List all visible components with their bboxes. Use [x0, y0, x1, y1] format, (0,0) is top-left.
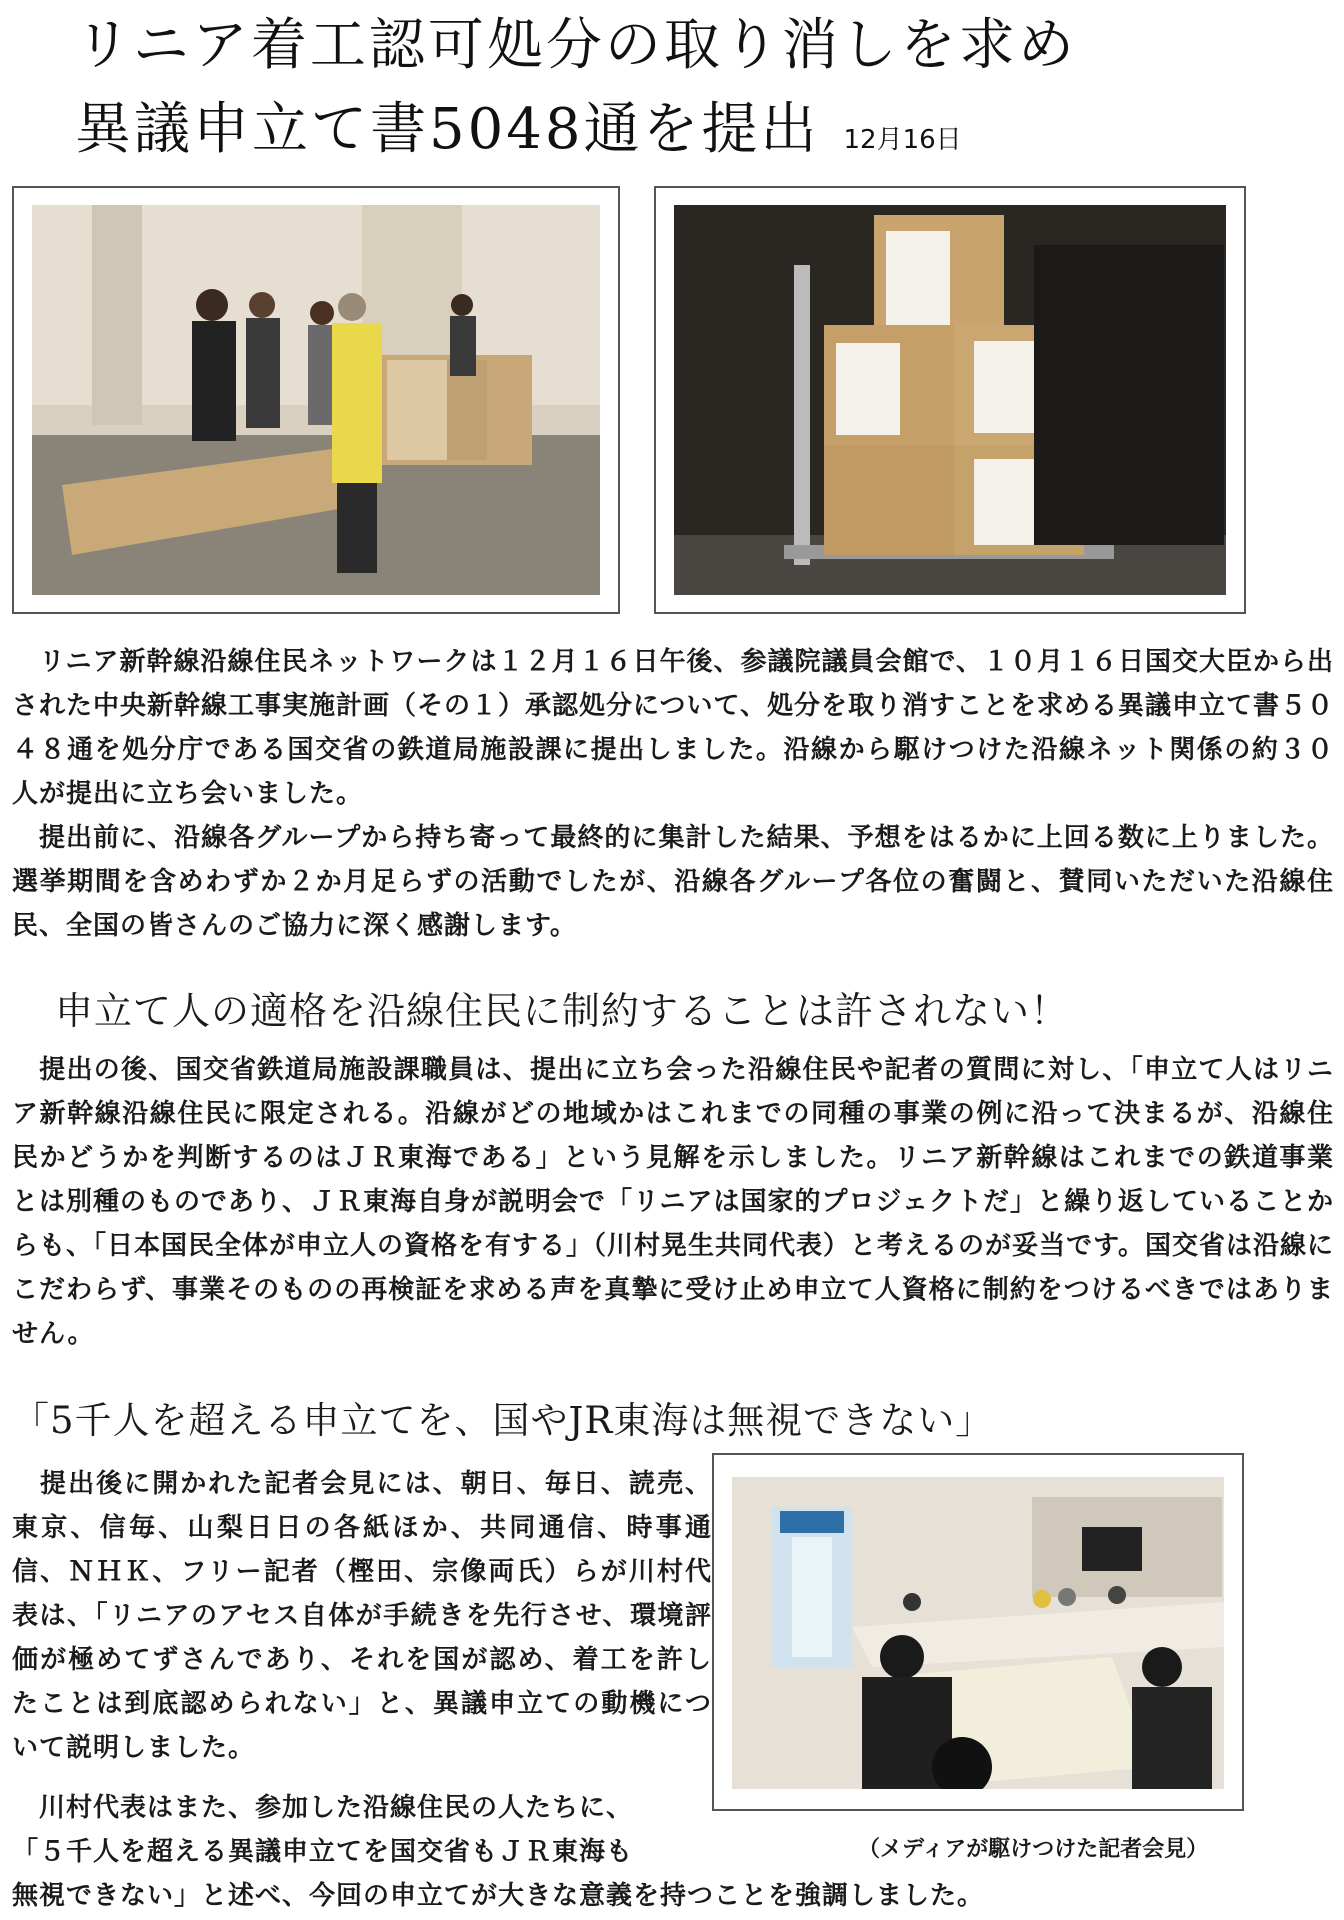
section3-paragraph-2-line-1: 川村代表はまた、参加した沿線住民の人たちに、 — [12, 1793, 634, 1823]
boxes-illustration — [674, 205, 1226, 595]
section3-paragraph-2-line-3: 無視できない」と述べ、今回の申立てが大きな意義を持つことを強調しました。 — [12, 1881, 985, 1911]
photo-boxes — [674, 205, 1226, 595]
section2-paragraph: 提出の後、国交省鉄道局施設課職員は、提出に立ち会った沿線住民や記者の質問に対し、「申立て人はリニア新幹線沿線住民に限定される。沿線がどの地域かはこれまでの同種の事業の例に沿って決まるが、沿線住民かどうかを判断するのはＪＲ東海である」という見解を示しました。リニア新幹線はこれまでの鉄道事業とは別種のものであり、ＪＲ東海自身が説明会で「リニアは国家的プロジェクトだ」と繰り返していることからも、「日本国民全体が申立人の資格を有する」（川村晃生共同代表）と考えるのが妥当です。国交省は沿線にこだわらず、事業そのものの再検証を求める声を真摯に受け止め申立て人資格に制約をつけるべきではありません。 — [12, 1055, 1334, 1349]
photo-submission-frame — [12, 186, 620, 614]
section2-heading: 申立て人の適格を沿線住民に制約することは許されない！ — [55, 989, 1070, 1033]
photo-caption: （メディアが駆けつけた記者会見） — [858, 1837, 1209, 1862]
photo-press-frame — [712, 1453, 1244, 1811]
photo-boxes-frame — [654, 186, 1246, 614]
section3-paragraph-1: 提出後に開かれた記者会見には、朝日、毎日、読売、東京、信毎、山梨日日の各紙ほか、共同通信、時事通信、ＮＨＫ、フリー記者（樫田、宗像両氏）らが川村代表は、「リニアのアセス自体が手続きを先行させ、環境評価が極めてずさんであり、それを国が認め、着工を許したことは到底認められない」と、異議申立ての動機について説明しました。 — [12, 1469, 712, 1763]
photo-press — [732, 1477, 1224, 1789]
intro-paragraph-2: 提出前に、沿線各グループから持ち寄って最終的に集計した結果、予想をはるかに上回る数に上りました。選挙期間を含めわずか２か月足らずの活動でしたが、沿線各グループ各位の奮闘と、賛同いただいた沿線住民、全国の皆さんのご協力に深く感謝します。 — [12, 823, 1334, 941]
section3-paragraph-2-line-2: 「５千人を超える異議申立てを国交省もＪＲ東海も — [12, 1837, 634, 1867]
submission-scene-illustration — [32, 205, 600, 595]
date-label: 12月16日 — [843, 125, 962, 155]
title-line-2-text: 異議申立て書5048通を提出 — [75, 97, 820, 162]
photo-submission — [32, 205, 600, 595]
title-line-1: リニア着工認可処分の取り消しを求め — [75, 13, 1077, 78]
title-line-2 — [75, 98, 962, 172]
intro-paragraph-1: リニア新幹線沿線住民ネットワークは１２月１６日午後、参議院議員会館で、１０月１６日国交大臣から出された中央新幹線工事実施計画（その１）承認処分について、処分を取り消すことを求める異議申立て書５０４８通を処分庁である国交省の鉄道局施設課に提出しました。沿線から駆けつけた沿線ネット関係の約３０人が提出に立ち会いました。 — [12, 647, 1334, 809]
press-conference-illustration — [732, 1477, 1224, 1789]
section3-heading: 「5千人を超える申立てを、国やJR東海は無視できない」 — [12, 1399, 994, 1442]
